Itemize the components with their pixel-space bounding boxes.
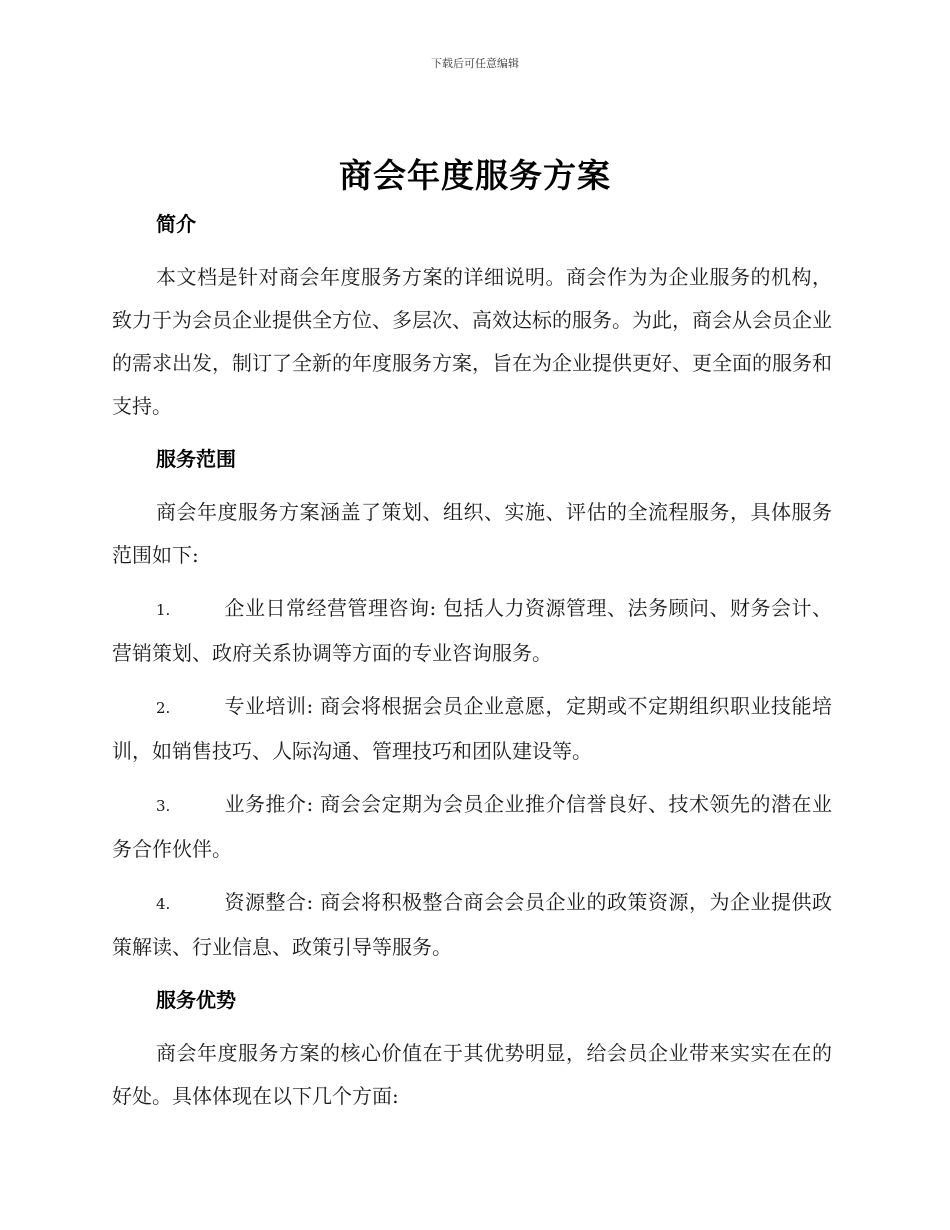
document-title: 商会年度服务方案 [339, 156, 611, 195]
list-item [112, 881, 832, 969]
section-heading-scope: 服务范围 [156, 447, 236, 471]
list-item-text: 专业培训: 商会将根据会员企业意愿，定期或不定期组织职业技能培训，如销售技巧、人际沟通、管理技巧和团队建设等。 [112, 694, 832, 763]
scope-paragraph: 商会年度服务方案涵盖了策划、组织、实施、评估的全流程服务，具体服务范围如下: [112, 500, 832, 567]
list-item-text: 资源整合: 商会将积极整合商会会员企业的政策资源，为企业提供政策解读、行业信息、政策引导等服务。 [112, 890, 832, 959]
section-heading-advantages: 服务优势 [156, 988, 236, 1012]
list-item-text: 企业日常经营管理咨询: 包括人力资源管理、法务顾问、财务会计、营销策划、政府关系协调等方面的专业咨询服务。 [112, 596, 832, 665]
list-item-number: 2. [156, 699, 171, 717]
advantages-paragraph: 商会年度服务方案的核心价值在于其优势明显，给会员企业带来实实在在的好处。具体体现在以下几个方面: [112, 1041, 832, 1108]
list-item-number: 1. [156, 601, 171, 619]
list-item [112, 587, 832, 675]
list-item [112, 783, 832, 871]
header-note: 下载后可任意编辑 [431, 57, 519, 70]
list-item-text: 业务推介: 商会会定期为会员企业推介信誉良好、技术领先的潜在业务合作伙伴。 [112, 792, 832, 861]
document-body [112, 203, 832, 1128]
list-item-number: 3. [156, 797, 171, 815]
section-heading-intro: 简介 [156, 212, 196, 236]
list-item [112, 685, 832, 773]
list-item-number: 4. [156, 895, 171, 913]
intro-paragraph: 本文档是针对商会年度服务方案的详细说明。商会作为为企业服务的机构，致力于为会员企业提供全方位、多层次、高效达标的服务。为此，商会从会员企业的需求出发，制订了全新的年度服务方案，旨在为企业提供更好、更全面的服务和支持。 [112, 265, 832, 418]
